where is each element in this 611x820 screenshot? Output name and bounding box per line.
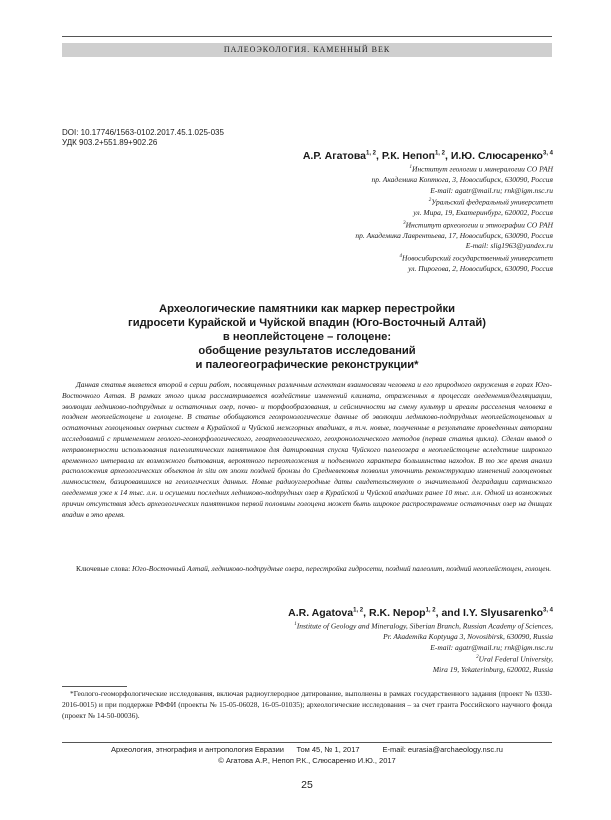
article-title: Археологические памятники как маркер перестройки гидросети Курайской и Чуйской впадин (Юго-Восточный Алтай) в неоплейстоцене – голоцене: обобщение результатов исследований и палеогеографические реконструкции* (128, 303, 486, 371)
doi-block (62, 128, 224, 148)
affiliation-line: пр. Академика Коптюга, 3, Новосибирск, 630090, Россия (371, 175, 553, 184)
affiliation-line: $^1$Институт геологии и минералогии СО РАН (409, 164, 553, 174)
abstract: Данная статья является второй в серии работ, посвященных различным аспектам взаимосвязи человека и его природного окружения в горах Юго-Восточного Алтая. В рамках этого цикла рассматривается воздействие изменений климата, отраженных в процессах оледенения/дегляциации, эволюции ледниково-подпрудных и остаточных озер, почво- и торфообразования, и сейсмичности на смену культур и ареалы расселения человека в позднем неоплейстоцене и голоцене. В статье обобщаются геохронологические данные об эволюции ледниково-подпрудных неоплейстоценовых и остаточных голоценовых озерных систем в Курайской и Чуйской межгорных впадинах, в т.ч. новые, полученные в результате проведенных авторами исследований с применением геолого-геоморфологического, геоархеологического, геохронологического методов (первая статья цикла). Сделан вывод о неправомерности использования палеолитических памятников для датирования спуска Чуйского палеоозера в неоплейстоцене вследствие широкого временного интервала их возможного бытования, вероятного переотложения и подъемного характера большинства находок. В то же время анализ расположения археологических объектов in situ от эпохи поздней бронзы до Средневековья позволил уточнить реконструкцию изменений голоценовых лимносистем, базировавшихся на геологических данных. Новые радиоуглеродные даты свидетельствуют о значительной деградации сартанского оледенения уже к 14 тыс. л.н. и осушении последних ледниково-подпрудных озер в Курайской и Чуйской впадинах ранее 10 тыс. л.н. Одной из возможных причин отсутствия здесь археологических памятников первой половины голоцена может быть широкое распространение остаточных озер на днищах впадин в это время. (62, 380, 552, 519)
author: Р.К. Непоп$^{1, 2}$ (381, 150, 445, 162)
doi[interactable]: DOI: 10.17746/1563-0102.2017.45.1.025-035 (62, 128, 224, 137)
author: И.Ю. Слюсаренко$^{3, 4}$ (450, 150, 553, 162)
affiliation-line: $^3$Институт археологии и этнографии СО РАН (403, 220, 553, 229)
affiliation-line: $^4$Новосибирский государственный университет (399, 253, 553, 262)
header-rule (62, 36, 552, 37)
affiliation-line: ул. Мира, 19, Екатеринбург, 620002, Россия (413, 208, 553, 217)
affiliation-line: ул. Пирогова, 2, Новосибирск, 630090, Россия (408, 263, 553, 273)
keywords-label: Ключевые слова: (76, 564, 131, 573)
udk: УДК 903.2+551.89+902.26 (62, 138, 158, 147)
authors-en: A.R. Agatova$^{1, 2}$, R.K. Nepop$^{1, 2}$, and I.Y. Slyusarenko$^{3, 4}$ (288, 607, 553, 619)
author: А.Р. Агатова$^{1, 2}$ (302, 150, 376, 162)
affiliation-email[interactable]: E-mail: slig1963@yandex.ru (465, 241, 553, 250)
footnote-rule (62, 686, 127, 687)
page-number: 25 (301, 779, 313, 791)
copyright: © Агатова А.Р., Непоп Р.К., Слюсаренко И.Ю., 2017 (218, 756, 396, 765)
affiliations-en: $^1$Institute of Geology and Mineralogy, Siberian Branch, Russian Academy of Sciences, Pr. Akademika Koptyuga 3, Novosibirsk, 630090, Russia E-mail: agatr@mail.ru; rnk@igm.nsc.ru $^2$Ural Federal University, Mira 19, Yekaterinburg, 620002, Russia (173, 620, 553, 676)
affiliation-email[interactable]: E-mail: agatr@mail.ru; rnk@igm.nsc.ru (430, 642, 553, 652)
footer-rule (62, 742, 552, 743)
journal-name: Археология, этнография и антропология Евразии (111, 745, 284, 754)
keywords (62, 564, 552, 575)
journal-email[interactable]: E-mail: eurasia@archaeology.nsc.ru (382, 745, 503, 754)
journal-volume: Том 45, № 1, 2017 (296, 745, 360, 754)
affiliation-email[interactable]: E-mail: agatr@mail.ru; rnk@igm.nsc.ru (430, 185, 553, 195)
footnote: *Геолого-геоморфологические исследования, включая радиоуглеродное датирование, выполнены в рамках государственного задания (проект № 0330-2016-0015) и при поддержке РФФИ (проекты № 15-05-06028, 16-05-01035); археологические исследования – за счет гранта Российского научного фонда (проект № 14-50-00036). (62, 689, 552, 720)
affiliation-line: пр. Академика Лаврентьева, 17, Новосибирск, 630090, Россия (355, 230, 553, 240)
authors-ru: А.Р. Агатова$^{1, 2}$, Р.К. Непоп$^{1, 2}$, И.Ю. Слюсаренко$^{3, 4}$ (302, 150, 553, 162)
section-header: ПАЛЕОЭКОЛОГИЯ. КАМЕННЫЙ ВЕК (62, 43, 552, 57)
affiliation-line: $^2$Уральский федеральный университет (428, 197, 553, 207)
journal-line (62, 745, 552, 755)
keywords-text: Юго-Восточный Алтай, ледниково-подпрудные озера, перестройка гидросети, поздний палеолит, поздний неоплейстоцен, голоцен. (132, 564, 552, 573)
affiliations-ru (173, 163, 553, 274)
